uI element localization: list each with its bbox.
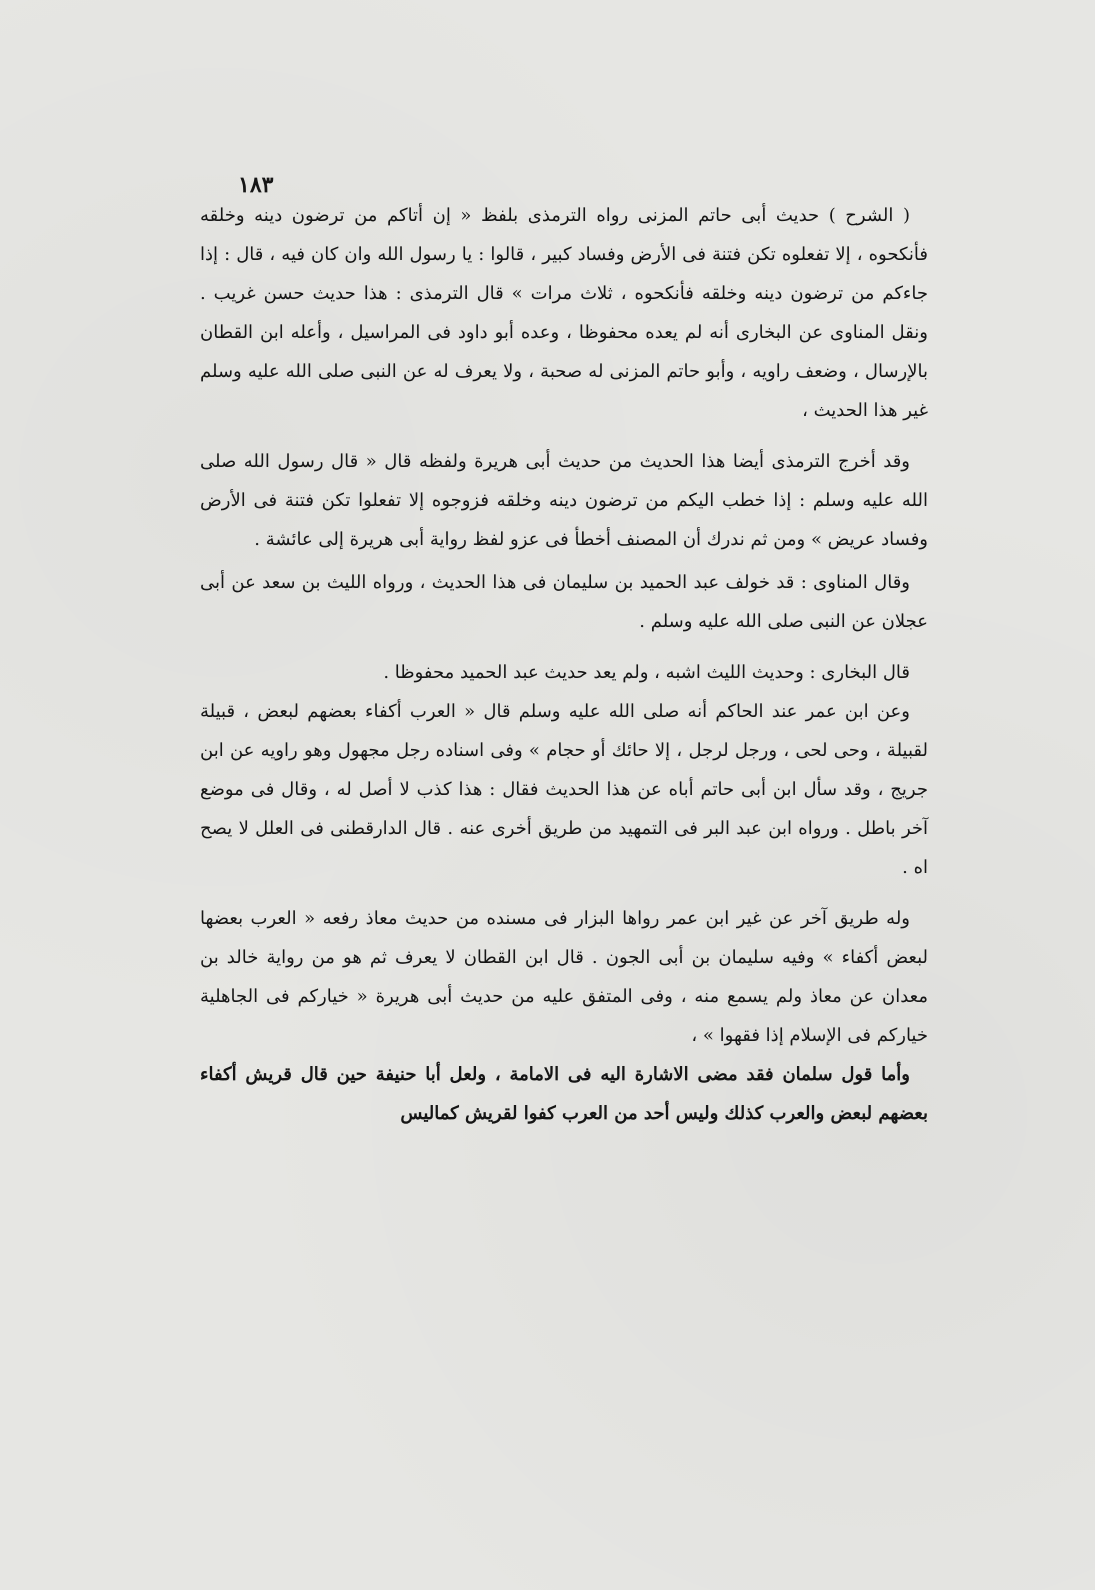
paragraph-sharh: ( الشرح ) حديث أبى حاتم المزنى رواه الترمذى بلفظ « إن أتاكم من ترضون دينه وخلقه فأنكحوه ، إلا تفعلوه تكن فتنة فى الأرض وفساد كبير ، قالوا : يا رسول الله وان كان فيه ، قال : إذا جاءكم من ترضون دينه وخلقه فأنكحوه ، ثلاث مرات » قال الترمذى : هذا حديث حسن غريب . ونقل المناوى عن البخارى أنه لم يعده محفوظا ، وعده أبو داود فى المراسيل ، وأعله ابن القطان بالإرسال ، وضعف راويه ، وأبو حاتم المزنى له صحبة ، ولا يعرف له عن النبى صلى الله عليه وسلم غير هذا الحديث ،: [200, 205, 929, 421]
paragraph-ibn-umar: وعن ابن عمر عند الحاكم أنه صلى الله عليه وسلم قال « العرب أكفاء بعضهم لبعض ، قبيلة لقبيلة ، وحى لحى ، ورجل لرجل ، إلا حائك أو حجام » وفى اسناده رجل مجهول وهو راويه عن ابن جريج ، وقد سأل ابن أبى حاتم أباه عن هذا الحديث فقال : هذا كذب لا أصل له ، وقال فى موضع آخر باطل . ورواه ابن عبد البر فى التمهيد من طريق أخرى عنه . قال الدارقطنى فى العلل لا يصح اه .: [200, 701, 928, 878]
paragraph-bukhari: قال البخارى : وحديث الليث اشبه ، ولم يعد حديث عبد الحميد محفوظا .: [383, 662, 910, 683]
paragraph-tirmidhi-abu-hurayra: وقد أخرج الترمذى أيضا هذا الحديث من حديث أبى هريرة ولفظه قال « قال رسول الله صلى الله عليه وسلم : إذا خطب اليكم من ترضون دينه وخلقه فزوجوه إلا تفعلوا تكن فتنة فى الأرض وفساد عريض » ومن ثم ندرك أن المصنف أخطأ فى عزو لفظ رواية أبى هريرة إلى عائشة .: [200, 451, 928, 550]
body-text: [200, 196, 928, 1133]
paragraph-muadh: وله طريق آخر عن غير ابن عمر رواها البزار فى مسنده من حديث معاذ رفعه « العرب بعضها لبعض أكفاء » وفيه سليمان بن أبى الجون . قال ابن القطان لا يعرف ثم هو من رواية خالد بن معدان عن معاذ ولم يسمع منه ، وفى المتفق عليه من حديث أبى هريرة « خياركم فى الجاهلية خياركم فى الإسلام إذا فقهوا » ،: [200, 908, 928, 1046]
paragraph-salman: وأما قول سلمان فقد مضى الاشارة اليه فى الامامة ، ولعل أبا حنيفة حين قال قريش أكفاء بعضهم لبعض والعرب كذلك وليس أحد من العرب كفوا لقريش كماليس: [200, 1064, 928, 1124]
page-number: ١٨٣: [238, 172, 274, 198]
paragraph-munawi: وقال المناوى : قد خولف عبد الحميد بن سليمان فى هذا الحديث ، ورواه الليث بن سعد عن أبى عجلان عن النبى صلى الله عليه وسلم .: [200, 572, 928, 632]
